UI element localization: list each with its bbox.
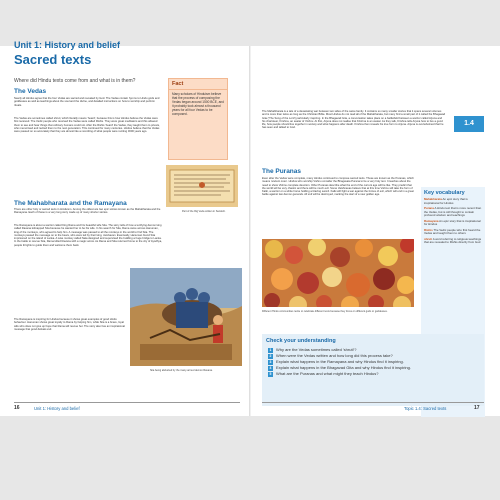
vocab-term-name: Purana <box>424 206 434 210</box>
question-number: 4 <box>269 365 272 370</box>
rigveda-caption: Part of the Rig Veda written in Sanskrit. <box>182 210 226 213</box>
right-footer-rule <box>262 402 484 403</box>
question-number: 2 <box>269 353 272 358</box>
vocab-term-definition: An epic story that is inspirational for Hindus <box>424 197 468 205</box>
vocab-term-name: shruti <box>424 236 433 241</box>
crowd-caption: Different Hindu communities recite or celebrate different texts because they focus on different gods or goddesses. <box>262 310 388 313</box>
mahabharata-heading: The Mahabharata and the Ramayana <box>14 200 127 207</box>
fact-box <box>168 78 228 160</box>
sita-caption: Sita being abducted by the many-armed demon Ravana. <box>150 369 213 372</box>
question-text: What are the Puranas and what might they teach Hindus? <box>276 371 379 376</box>
question-item <box>262 371 484 377</box>
hindu-community-crowd-photo <box>262 239 414 307</box>
question-text: Explain what happens in the Ramayana and why Hindus find it inspiring. <box>276 359 404 364</box>
key-question: Where did Hindu texts come from and what is in them? <box>14 78 136 84</box>
question-text: Explain what happens in the Bhagavad Gita and why Hindus find it inspiring. <box>276 365 411 370</box>
puranas-paragraph: Even after the Vedas were complete, many Hindus continued to compose sacred texts. These are known as the Puranas, which means 'ancient ones'. Hindus who worship Vishnu consider the Bhagavata Purana to be a very holy text. It teaches about the need to show Vishnu complete devotion. Other Puranas describe what the end of the current age will be like. They predict that the world will be very chaotic and there will be much evil. Some Vaishnavas believe that at this time Vishnu will take the form of Kalki, a warrior on a white horse holding a blazing sword. Kalki will fight a war against the forces of evil, which will end in a great battle against two demon generals. All evil will be destroyed, marking the start of a new golden age. <box>262 177 414 197</box>
check-heading: Check your understanding <box>266 338 336 344</box>
fact-heading: Fact <box>169 79 227 90</box>
question-number: 1 <box>269 347 272 352</box>
right-page-number: 17 <box>474 405 480 411</box>
vedas-paragraph-1: Nearly all Hindus agree that the four Vedas are sacred and revealed by God. The Vedas contain hymns to Hindu gods and goddesses as well as teachings about the soul and the divine, and detailed instructions on how to worship and perform rituals. <box>14 97 160 107</box>
question-number: 5 <box>269 371 272 376</box>
gutter <box>249 46 251 416</box>
fact-body: Many scholars of Hinduism believe that the process of composing the Vedas began around 1500 BCE, and it probably took almost a thousand years for all four Vedas to be composed. <box>172 92 224 116</box>
vocab-heading: Key vocabulary <box>424 190 465 196</box>
ramayana-inspiration-paragraph: The Ramayana is inspiring for Hindus because it shows great examples of good Hindu behaviour. Hanuman shows great loyalty to Rama by helping him, while Sita is a brave, loyal wife who does not give up hope that Rama will rescue her. The story also has an inspirational message that good defeats evil. <box>14 318 125 331</box>
question-number: 3 <box>269 359 272 364</box>
rigveda-manuscript-image <box>166 165 238 207</box>
vocab-term-name: Rishis <box>424 227 433 232</box>
vedas-heading: The Vedas <box>14 88 47 95</box>
unit-heading: Unit 1: History and belief <box>14 40 121 50</box>
puranas-heading: The Puranas <box>262 168 302 175</box>
left-page-number: 16 <box>14 405 20 411</box>
vocab-term-definition: An epic story that is inspirational for Hindus <box>424 218 481 226</box>
question-text: When were the Vedas written and how long did this process take? <box>276 353 393 358</box>
right-footer-text: Topic 1.4: Sacred texts <box>404 405 447 411</box>
topic-tab: 1.4 <box>454 116 484 132</box>
page-title: Sacred texts <box>14 52 92 67</box>
sita-ravana-painting <box>130 268 242 366</box>
vocab-term-definition: A Hindu text that is more recent than the Vedas, but is still thought to contain profound wisdom and teachings <box>424 206 482 217</box>
left-footer-text: Unit 1: History and belief <box>34 405 80 411</box>
mahabharata-gita-paragraph: The Mahabharata is a tale of a devastating war between two sides of the same family. It contains so many smaller stories that it spans several volumes and is more than twice as long as the Christian Bible. Most Hindus do not read all of the Mahabharata, but many find a small part of it called the Bhagavad Gita ('The Song of the Lord') particularly inspiring. In the Bhagavad Gita, a conversation takes place on a battlefield between a warrior called Arjuna and his charioteer, Krishna, an avatar of Vishnu. At first, Arjuna does not realise that Krishna is an avatar. As they talk, Krishna tells Arjuna how to live a good life, how people should live together in society and what happens after death. Krishna then reveals his true form to Arjuna. Arjuna is overwhelmed that he has seen and talked to God. <box>262 110 446 130</box>
check-understanding-box <box>262 334 484 406</box>
question-text: Why are the Vedas sometimes called 'shruti'? <box>276 347 357 352</box>
vocab-term-name: Mahabharata <box>424 197 442 201</box>
vedas-paragraph-2: The Vedas are sometimes called shruti, which literally means 'heard', because this is how Hindus believe the Vedas were first received. The Vedic people who received the Vedas were called Rishis. They were great meditators and this allowed them to see and hear things that ordinary humans could not. After the Rishis 'heard' the Vedas, they taught them to priests, who memorised and recited them to the next generation. This continued for many centuries. Hindus believe that the Vedas were passed on so accurately that they are almost like a recording of what people were reciting 3000 years ago. <box>14 117 160 133</box>
vocab-term-definition: A word referring to religious teachings that are revealed to Rishis directly from God <box>424 236 482 244</box>
vocab-term-name: Ramayana <box>424 218 439 223</box>
ramayana-paragraph: The Ramayana is about a warrior called King Rama and his beautiful wife Sita. The story tells of how a terrifying demon king called Ravana kidnapped Sita because he wanted her to be his wife. In his search for Sita, Rama came across Hanuman, king of the monkeys, who agreed to help him. A message was passed to all the monkeys in the world to find Sita. The monkeys passed the message on to the bears, who were led by their king, Jambavan. Eventually, Hanuman found Sita imprisoned on the island of Lanka. A wise monkey called Nala designed and supervised the building a huge bridge to Lanka. In the battle to rescue Sita, Rama killed Ravana with a magic arrow. As Rama and Sita returned home to the city of Ayodhya, people lit lights to guide them and welcome them back. <box>14 224 162 247</box>
mahabharata-paragraph-1: There are other holy or sacred texts in Hinduism. Among the oldest are two epic stories known as the Mahabharata and the Ramayana. Each of these is a very long story made up of many shorter stories. <box>14 208 161 215</box>
vocab-term <box>421 238 485 247</box>
vocab-term-definition: The Vedic people who first heard the Vedas and taught them to others <box>424 227 481 235</box>
left-footer-rule <box>14 402 240 403</box>
